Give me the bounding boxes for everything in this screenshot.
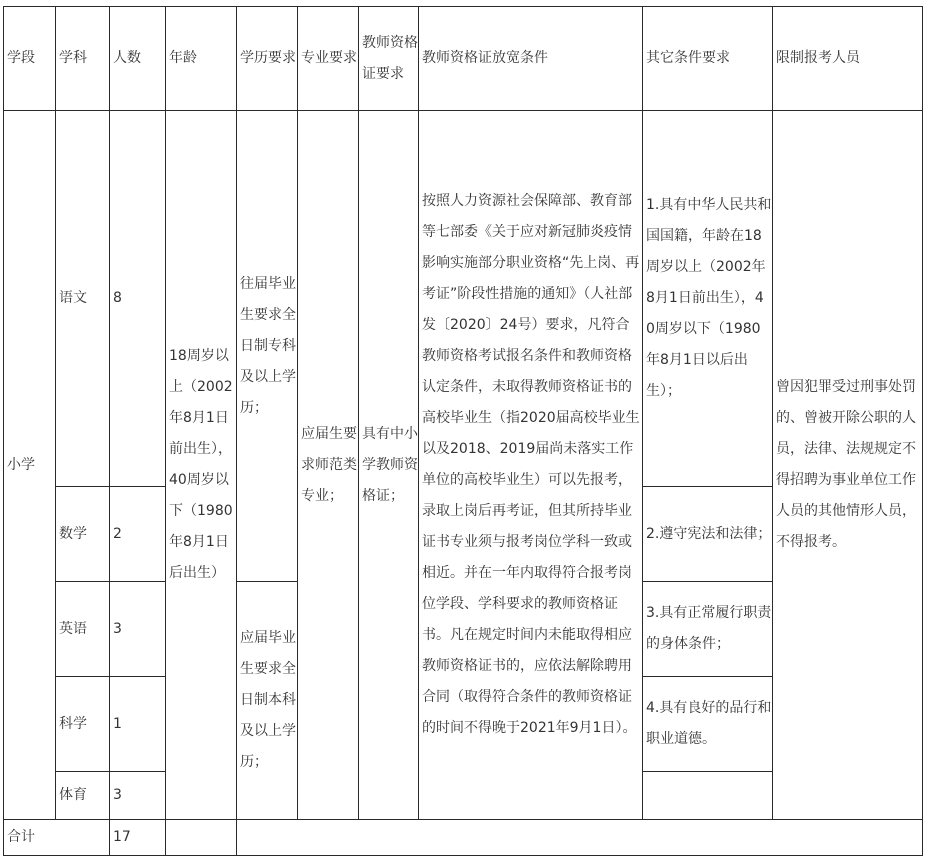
restrict-cell: 曾因犯罪受过刑事处罚的、曾被开除公职的人员，法律、法规规定不得招聘为事业单位工作人员的其他情形人员，不得报考。 bbox=[773, 111, 923, 820]
total-count: 17 bbox=[110, 820, 166, 856]
total-row bbox=[4, 820, 923, 856]
other-item-1: 1.具有中华人民共和国国籍，年龄在18周岁以上（2002年8月1日前出生），40周岁以下（1980年8月1日以后出生）； bbox=[643, 111, 773, 487]
header-stage: 学段 bbox=[4, 7, 56, 111]
header-relax: 教师资格证放宽条件 bbox=[419, 7, 643, 111]
relax-cell: 按照人力资源社会保障部、教育部等七部委《关于应对新冠肺炎疫情影响实施部分职业资格“先上岗、再考证”阶段性措施的通知》（人社部发〔2020〕24号）要求，凡符合教师资格考试报名条件和教师资格认定条件，未取得教师资格证书的高校毕业生（指2020届高校毕业生以及2018、2019届尚未落实工作单位的高校毕业生）可以先报考，录取上岗后再考证，但其所持毕业证书专业须与报考岗位学科一致或相近。并在一年内取得符合报考岗位学段、学科要求的教师资格证书。凡在规定时间内未能取得相应教师资格证书的，应依法解除聘用合同（取得符合条件的教师资格证的时间不得晚于2021年9月1日）。 bbox=[419, 111, 643, 820]
header-restrict: 限制报考人员 bbox=[773, 7, 923, 111]
table-row bbox=[4, 111, 923, 487]
count-cell: 3 bbox=[110, 772, 166, 820]
count-cell: 2 bbox=[110, 487, 166, 582]
count-cell: 8 bbox=[110, 111, 166, 487]
other-item-3: 3.具有正常履行职责的身体条件； bbox=[643, 582, 773, 677]
header-cert: 教师资格证要求 bbox=[359, 7, 419, 111]
subject-cell: 语文 bbox=[56, 111, 110, 487]
header-age: 年龄 bbox=[166, 7, 237, 111]
header-education: 学历要求 bbox=[237, 7, 298, 111]
stage-cell: 小学 bbox=[4, 111, 56, 820]
subject-cell: 科学 bbox=[56, 677, 110, 772]
total-empty-rest bbox=[237, 820, 923, 856]
total-label: 合计 bbox=[4, 820, 110, 856]
header-major: 专业要求 bbox=[298, 7, 359, 111]
total-empty-age bbox=[166, 820, 237, 856]
recruitment-table bbox=[3, 6, 923, 856]
subject-cell: 体育 bbox=[56, 772, 110, 820]
cert-cell: 具有中小学教师资格证； bbox=[359, 111, 419, 820]
subject-cell: 英语 bbox=[56, 582, 110, 677]
count-cell: 3 bbox=[110, 582, 166, 677]
age-cell: 18周岁以上（2002年8月1日前出生），40周岁以下（1980年8月1日后出生） bbox=[166, 111, 237, 820]
header-row bbox=[4, 7, 923, 111]
header-other: 其它条件要求 bbox=[643, 7, 773, 111]
other-item-4: 4.具有良好的品行和职业道德。 bbox=[643, 677, 773, 772]
header-count: 人数 bbox=[110, 7, 166, 111]
education-past-cell: 往届毕业生要求全日制专科及以上学历； bbox=[237, 111, 298, 582]
subject-cell: 数学 bbox=[56, 487, 110, 582]
major-cell: 应届生要求师范类专业； bbox=[298, 111, 359, 820]
other-empty-cell bbox=[643, 772, 773, 820]
header-subject: 学科 bbox=[56, 7, 110, 111]
count-cell: 1 bbox=[110, 677, 166, 772]
other-item-2: 2.遵守宪法和法律； bbox=[643, 487, 773, 582]
education-new-cell: 应届毕业生要求全日制本科及以上学历； bbox=[237, 582, 298, 820]
